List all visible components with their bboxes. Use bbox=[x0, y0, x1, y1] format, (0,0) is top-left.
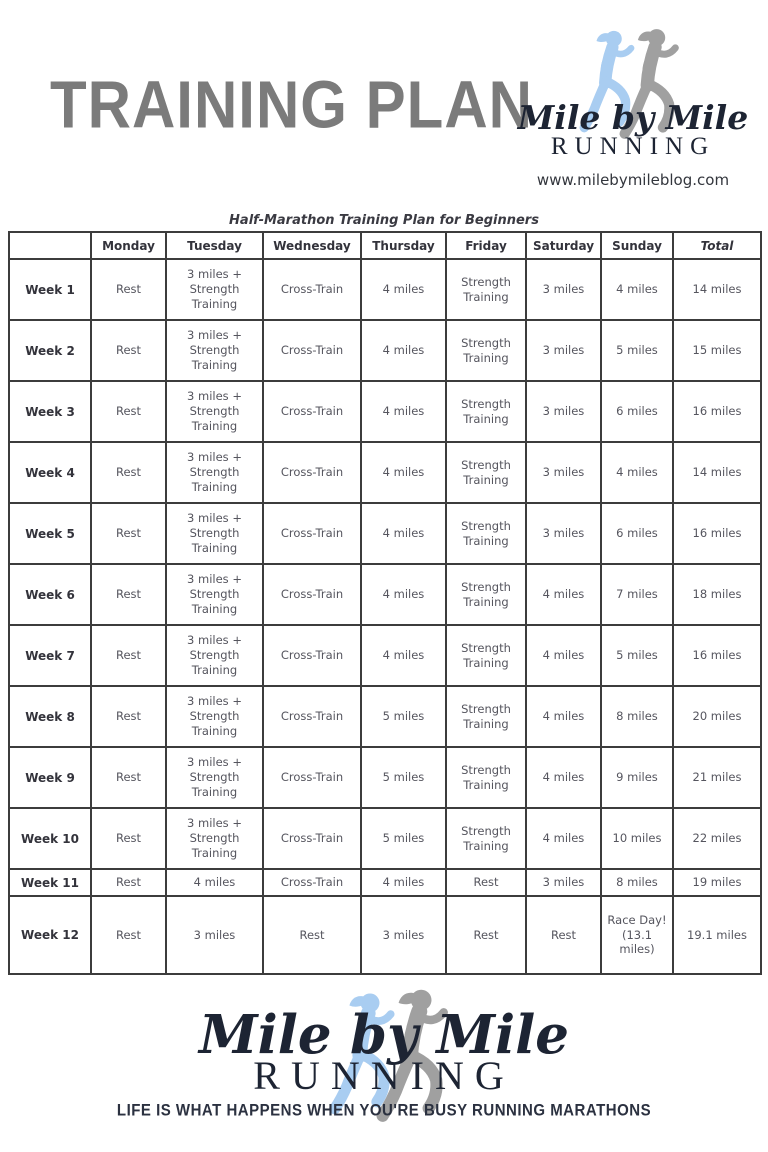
table-cell: 7 miles bbox=[601, 564, 673, 625]
week-label: Week 9 bbox=[9, 747, 91, 808]
table-cell: 5 miles bbox=[601, 625, 673, 686]
table-cell: 3 miles bbox=[166, 896, 263, 974]
table-cell: 3 miles + Strength Training bbox=[166, 747, 263, 808]
week-label: Week 3 bbox=[9, 381, 91, 442]
brand-name-sub: RUNNING bbox=[253, 1053, 515, 1098]
table-cell: 4 miles bbox=[361, 320, 446, 381]
table-cell: Cross-Train bbox=[263, 320, 361, 381]
table-cell: Strength Training bbox=[446, 259, 526, 320]
week-label: Week 5 bbox=[9, 503, 91, 564]
table-cell: 3 miles + Strength Training bbox=[166, 686, 263, 747]
table-cell: Cross-Train bbox=[263, 747, 361, 808]
table-cell: 14 miles bbox=[673, 259, 761, 320]
table-cell: 18 miles bbox=[673, 564, 761, 625]
table-cell: 3 miles bbox=[526, 442, 601, 503]
week-label: Week 6 bbox=[9, 564, 91, 625]
table-cell: Rest bbox=[526, 896, 601, 974]
brand-name-script: Mile by Mile bbox=[198, 1004, 570, 1066]
week-label: Week 4 bbox=[9, 442, 91, 503]
column-header: Total bbox=[673, 232, 761, 259]
table-cell: 3 miles + Strength Training bbox=[166, 564, 263, 625]
table-cell: 4 miles bbox=[361, 503, 446, 564]
table-cell: 4 miles bbox=[601, 442, 673, 503]
table-cell: Cross-Train bbox=[263, 869, 361, 896]
table-cell: 9 miles bbox=[601, 747, 673, 808]
week-label: Week 11 bbox=[9, 869, 91, 896]
table-cell: Cross-Train bbox=[263, 259, 361, 320]
table-cell: 8 miles bbox=[601, 869, 673, 896]
table-cell: 6 miles bbox=[601, 503, 673, 564]
page-title: TRAINING PLAN bbox=[50, 67, 533, 143]
table-cell: Strength Training bbox=[446, 442, 526, 503]
table-cell: 3 miles + Strength Training bbox=[166, 808, 263, 869]
table-cell: Rest bbox=[91, 381, 166, 442]
table-row bbox=[9, 442, 761, 503]
table-cell: 3 miles + Strength Training bbox=[166, 625, 263, 686]
column-header: Friday bbox=[446, 232, 526, 259]
table-cell: 4 miles bbox=[601, 259, 673, 320]
brand-logo-top bbox=[504, 26, 762, 189]
table-cell: Rest bbox=[91, 320, 166, 381]
table-row bbox=[9, 869, 761, 896]
table-cell: Strength Training bbox=[446, 503, 526, 564]
table-cell: 21 miles bbox=[673, 747, 761, 808]
table-cell: Strength Training bbox=[446, 808, 526, 869]
table-cell: Rest bbox=[91, 625, 166, 686]
table-cell: Rest bbox=[91, 564, 166, 625]
table-title: Half-Marathon Training Plan for Beginners bbox=[229, 213, 539, 228]
training-table bbox=[8, 231, 762, 975]
table-cell: Cross-Train bbox=[263, 686, 361, 747]
table-row bbox=[9, 808, 761, 869]
table-cell: 10 miles bbox=[601, 808, 673, 869]
brand-logo-bottom bbox=[0, 986, 768, 1119]
table-cell: Rest bbox=[91, 808, 166, 869]
table-cell: 4 miles bbox=[361, 381, 446, 442]
table-row bbox=[9, 686, 761, 747]
week-label: Week 7 bbox=[9, 625, 91, 686]
table-cell: 14 miles bbox=[673, 442, 761, 503]
training-plan-section bbox=[8, 213, 760, 975]
table-row bbox=[9, 320, 761, 381]
table-cell: 4 miles bbox=[361, 442, 446, 503]
table-row bbox=[9, 625, 761, 686]
brand-tagline: LIFE IS WHAT HAPPENS WHEN YOU'RE BUSY RUNNING MARATHONS bbox=[116, 1101, 652, 1120]
brand-name-script: Mile by Mile bbox=[517, 98, 749, 137]
week-label: Week 8 bbox=[9, 686, 91, 747]
table-cell: 5 miles bbox=[361, 808, 446, 869]
table-cell: 5 miles bbox=[361, 686, 446, 747]
table-row bbox=[9, 896, 761, 974]
table-cell: Strength Training bbox=[446, 686, 526, 747]
table-row bbox=[9, 564, 761, 625]
table-cell: Strength Training bbox=[446, 320, 526, 381]
table-cell: Strength Training bbox=[446, 747, 526, 808]
week-label: Week 1 bbox=[9, 259, 91, 320]
table-row bbox=[9, 381, 761, 442]
table-cell: 5 miles bbox=[601, 320, 673, 381]
week-label: Week 12 bbox=[9, 896, 91, 974]
table-body bbox=[9, 259, 761, 974]
table-cell: Strength Training bbox=[446, 564, 526, 625]
column-header: Thursday bbox=[361, 232, 446, 259]
table-cell: Strength Training bbox=[446, 381, 526, 442]
table-cell: 4 miles bbox=[526, 564, 601, 625]
column-header: Wednesday bbox=[263, 232, 361, 259]
table-cell: 20 miles bbox=[673, 686, 761, 747]
table-row bbox=[9, 259, 761, 320]
column-header bbox=[9, 232, 91, 259]
table-cell: Strength Training bbox=[446, 625, 526, 686]
table-cell: 4 miles bbox=[166, 869, 263, 896]
table-cell: Rest bbox=[263, 896, 361, 974]
table-cell: Rest bbox=[91, 869, 166, 896]
table-header bbox=[9, 232, 761, 259]
table-cell: 3 miles + Strength Training bbox=[166, 381, 263, 442]
table-cell: 4 miles bbox=[526, 747, 601, 808]
table-row bbox=[9, 503, 761, 564]
table-cell: 4 miles bbox=[361, 259, 446, 320]
table-cell: 5 miles bbox=[361, 747, 446, 808]
column-header: Saturday bbox=[526, 232, 601, 259]
table-cell: Rest bbox=[91, 896, 166, 974]
table-cell: Rest bbox=[91, 686, 166, 747]
table-cell: 3 miles + Strength Training bbox=[166, 320, 263, 381]
brand-website-link[interactable]: www.milebymileblog.com bbox=[536, 171, 730, 189]
table-cell: 6 miles bbox=[601, 381, 673, 442]
table-cell: 4 miles bbox=[361, 564, 446, 625]
table-cell: 15 miles bbox=[673, 320, 761, 381]
table-row bbox=[9, 747, 761, 808]
column-header: Tuesday bbox=[166, 232, 263, 259]
table-cell: 4 miles bbox=[361, 625, 446, 686]
table-cell: 16 miles bbox=[673, 381, 761, 442]
table-cell: 3 miles + Strength Training bbox=[166, 503, 263, 564]
table-cell: Rest bbox=[91, 503, 166, 564]
table-cell: 3 miles + Strength Training bbox=[166, 442, 263, 503]
table-cell: Cross-Train bbox=[263, 808, 361, 869]
week-label: Week 10 bbox=[9, 808, 91, 869]
table-cell: 16 miles bbox=[673, 625, 761, 686]
table-cell: Rest bbox=[446, 896, 526, 974]
table-cell: 19 miles bbox=[673, 869, 761, 896]
table-cell: 8 miles bbox=[601, 686, 673, 747]
table-cell: 3 miles bbox=[526, 503, 601, 564]
table-cell: Cross-Train bbox=[263, 564, 361, 625]
table-cell: Rest bbox=[446, 869, 526, 896]
table-cell: Cross-Train bbox=[263, 503, 361, 564]
table-cell: 3 miles bbox=[361, 896, 446, 974]
brand-name-sub: RUNNING bbox=[550, 133, 716, 160]
table-cell: Rest bbox=[91, 442, 166, 503]
table-cell: Race Day! (13.1 miles) bbox=[601, 896, 673, 974]
table-cell: 4 miles bbox=[526, 808, 601, 869]
table-cell: 3 miles bbox=[526, 869, 601, 896]
table-cell: 4 miles bbox=[526, 625, 601, 686]
table-cell: Rest bbox=[91, 259, 166, 320]
table-cell: 3 miles bbox=[526, 320, 601, 381]
table-cell: 3 miles bbox=[526, 259, 601, 320]
table-cell: Rest bbox=[91, 747, 166, 808]
table-cell: 3 miles + Strength Training bbox=[166, 259, 263, 320]
column-header: Sunday bbox=[601, 232, 673, 259]
week-label: Week 2 bbox=[9, 320, 91, 381]
table-cell: Cross-Train bbox=[263, 625, 361, 686]
table-cell: Cross-Train bbox=[263, 381, 361, 442]
table-cell: 19.1 miles bbox=[673, 896, 761, 974]
column-header: Monday bbox=[91, 232, 166, 259]
table-cell: 4 miles bbox=[526, 686, 601, 747]
table-cell: Cross-Train bbox=[263, 442, 361, 503]
table-cell: 16 miles bbox=[673, 503, 761, 564]
table-cell: 22 miles bbox=[673, 808, 761, 869]
table-cell: 4 miles bbox=[361, 869, 446, 896]
table-cell: 3 miles bbox=[526, 381, 601, 442]
